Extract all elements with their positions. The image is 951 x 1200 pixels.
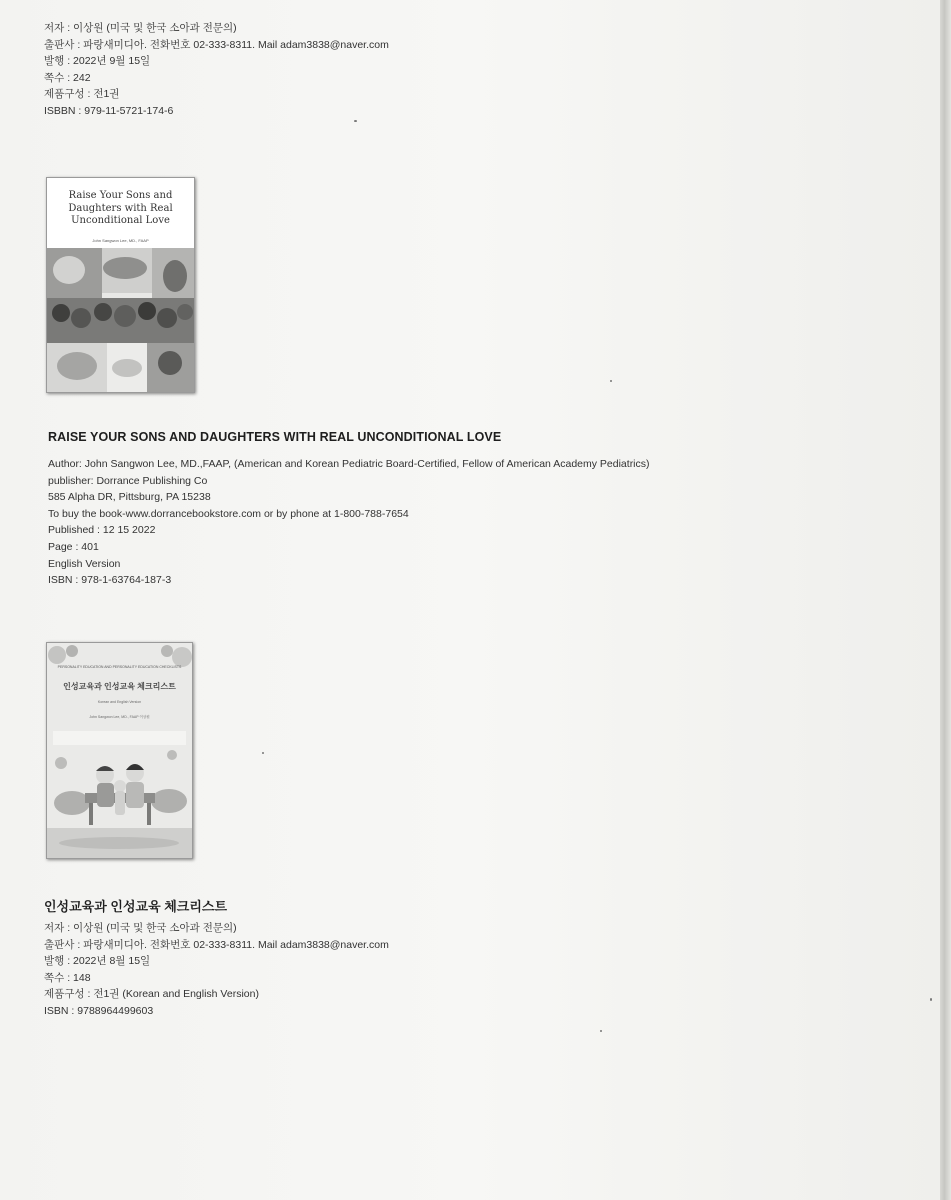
book3-set: 제품구성 : 전1권 (Korean and English Version) [44,988,259,1001]
book1-author: 저자 : 이상원 (미국 및 한국 소아과 전문의) [44,22,237,34]
book2-title: RAISE YOUR SONS AND DAUGHTERS WITH REAL UNCONDITIONAL LOVE [48,430,502,444]
book3-pages: 쪽수 : 148 [44,971,91,984]
scan-speck [262,752,264,754]
book3-cover-title-ko: 인성교육과 인성교육 체크리스트 [63,682,176,691]
scan-speck [610,380,612,382]
book2-pages: Page : 401 [48,540,99,553]
cover-illustration [47,643,192,858]
book2-cover-author: John Sangwon Lee, MD., FAAP [92,238,149,243]
book3-cover-author: John Sangwon Lee, MD., FAAP 이상원 [89,715,150,719]
book3-cover-subtitle: Korean and English Version [97,700,142,704]
book1-details [44,20,389,120]
book1-set: 제품구성 : 전1권 [44,88,120,101]
book2-language: English Version [48,557,121,570]
family-photo-collage [47,248,194,392]
book3-cover-image [46,642,193,859]
book3-publisher: 출판사 : 파랑새미디아. 전화번호 02-333-8311. Mail adam3838@naver.com [44,938,389,951]
scan-speck [930,998,932,1001]
book2-author: Author: John Sangwon Lee, MD.,FAAP, (American and Korean Pediatric Board-Certified, Fellow of American Academy Pediatrics) [48,458,650,470]
book2-published: Published : 12 15 2022 [48,524,156,537]
book1-isbn: ISBBN : 979-11-5721-174-6 [44,104,174,117]
book2-details [48,456,650,589]
book1-publisher: 출판사 : 파랑새미디아. 전화번호 02-333-8311. Mail adam3838@naver.com [44,38,389,51]
book1-pages: 쪽수 : 242 [44,71,91,84]
book3-cover-title-en: PERSONALITY EDUCATION AND PERSONALITY EDUCATION CHECKLISTS [57,665,182,669]
book2-purchase-info: To buy the book-www.dorrancebookstore.com or by phone at 1-800-788-7654 [48,507,409,520]
book3-author: 저자 : 이상원 (미국 및 한국 소아과 전문의) [44,922,237,934]
book3-isbn: ISBN : 9788964499603 [44,1004,154,1017]
book3-title: 인성교육과 인성교육 체크리스트 [44,899,228,914]
book2-cover-title: Raise Your Sons and Daughters with Real Unconditional Love [68,190,173,226]
book2-isbn: ISBN : 978-1-63764-187-3 [48,574,172,587]
book3-details [44,920,389,1020]
book1-date: 발행 : 2022년 9월 15일 [44,55,151,68]
book3-date: 발행 : 2022년 8월 15일 [44,955,151,968]
scan-speck [600,1030,602,1032]
page-edge [940,0,951,1200]
book2-publisher: publisher: Dorrance Publishing Co [48,474,208,487]
book2-cover-image [46,177,195,393]
scan-speck [354,120,357,122]
book2-address: 585 Alpha DR, Pittsburg, PA 15238 [48,491,211,504]
